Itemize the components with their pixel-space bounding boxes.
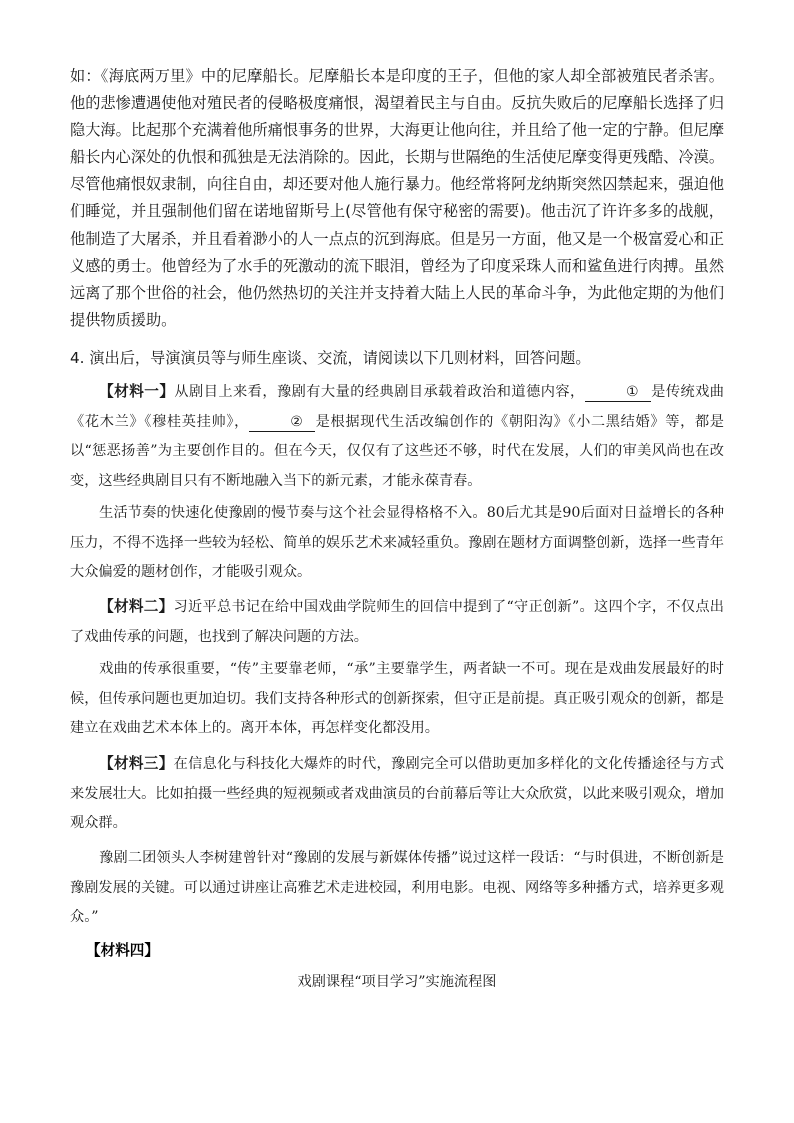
question-4-prompt: 4. 演出后，导演演员等与师生座谈、交流，请阅读以下几则材料，回答问题。 (70, 349, 591, 367)
material1-label: 【材料一】 (99, 383, 175, 400)
material4-label: 【材料四】 (86, 942, 159, 959)
fill-blank-1[interactable]: ① (585, 383, 651, 402)
material3-paragraph1 (70, 749, 724, 839)
material1-text-b: 是传统戏曲《花木兰》《穆桂英挂帅》， (70, 384, 724, 430)
passage-paragraph: 如：《海底两万里》中的尼摩船长。尼摩船长本是印度的王子，但他的家人却全部被殖民者杀害。他的悲惨遭遇使他对殖民者的侵略极度痛恨，渴望着民主与自由。反抗失败后的尼摩船长选择了归隐大海。比起那个充满着他所痛恨事务的世界，大海更让他向往，并且给了他一定的宁静。但尼摩船长内心深处的仇恨和孤独是无法消除的。因此，长期与世隔绝的生活使尼摩变得更残酷、冷漠。尽管他痛恨奴隶制，向往自由，却还要对他人施行暴力。他经常将阿龙纳斯突然囚禁起来，强迫他们睡觉，并且强制他们留在诺地留斯号上(尽管他有保守秘密的需要)。他击沉了许许多多的战舰，他制造了大屠杀，并且看着渺小的人一点点的沉到海底。但是另一方面，他又是一个极富爱心和正义感的勇士。他曾经为了水手的死激动的流下眼泪，曾经为了印度采珠人而和鲨鱼进行肉搏。虽然远离了那个世俗的社会，他仍然热切的关注并支持着大陆上人民的革命斗争，为此他定期的为他们提供物质援助。 (70, 67, 724, 329)
material1-text-a: 从剧目上来看，豫剧有大量的经典剧目承载着政治和道德内容， (174, 384, 585, 400)
fill-blank-2[interactable]: ② (249, 413, 315, 432)
material2-text: 习近平总书记在给中国戏曲学院师生的回信中提到了“守正创新”。这四个字，不仅点出了戏曲传承的问题，也找到了解决问题的方法。 (70, 599, 724, 645)
material3-paragraph2: 豫剧二团领头人李树建曾针对“豫剧的发展与新媒体传播”说过这样一段话：“与时俱进，不断创新是豫剧发展的关键。可以通过讲座让高雅艺术走进校园，利用电影。电视、网络等多种播方式，培养更多观众。” (70, 850, 724, 925)
material2-paragraph1 (70, 592, 724, 652)
material3-text: 在信息化与科技化大爆炸的时代，豫剧完全可以借助更加多样化的文化传播途径与方式来发展壮大。比如拍摄一些经典的短视频或者戏曲演员的台前幕后等让大众欣赏，以此来吸引观众，增加观众群。 (70, 756, 724, 831)
material2-label: 【材料二】 (99, 598, 174, 615)
flowchart-title: 戏剧课程“项目学习”实施流程图 (297, 974, 497, 990)
material1-text-c: 是根据现代生活改编创作的《朝阳沟》《小二黑结婚》等，都是以“惩恶扬善”为主要创作目的。但在今天，仅仅有了这些还不够，时代在发展，人们的审美风尚也在改变，这些经典剧目只有不断地融入当下的新元素，才能永葆青春。 (70, 413, 724, 489)
material1-paragraph2: 生活节奏的快速化使豫剧的慢节奏与这个社会显得格格不入。80后尤其是90后面对日益增长的各种压力，不得不选择一些较为轻松、简单的娱乐艺术来减轻重负。豫剧在题材方面调整创新，选择一些青年大众偏爱的题材创作，才能吸引观众。 (70, 505, 724, 580)
material2-paragraph2: 戏曲的传承很重要，“传”主要靠老师，“承”主要靠学生，两者缺一不可。现在是戏曲发展最好的时候，但传承问题也更加迫切。我们支持各种形式的创新探索，但守正是前提。真正吸引观众的创新，都是建立在戏曲艺术本体上的。离开本体，再怎样变化都没用。 (70, 661, 724, 736)
material3-label: 【材料三】 (99, 755, 174, 772)
material1-paragraph1 (70, 377, 724, 496)
